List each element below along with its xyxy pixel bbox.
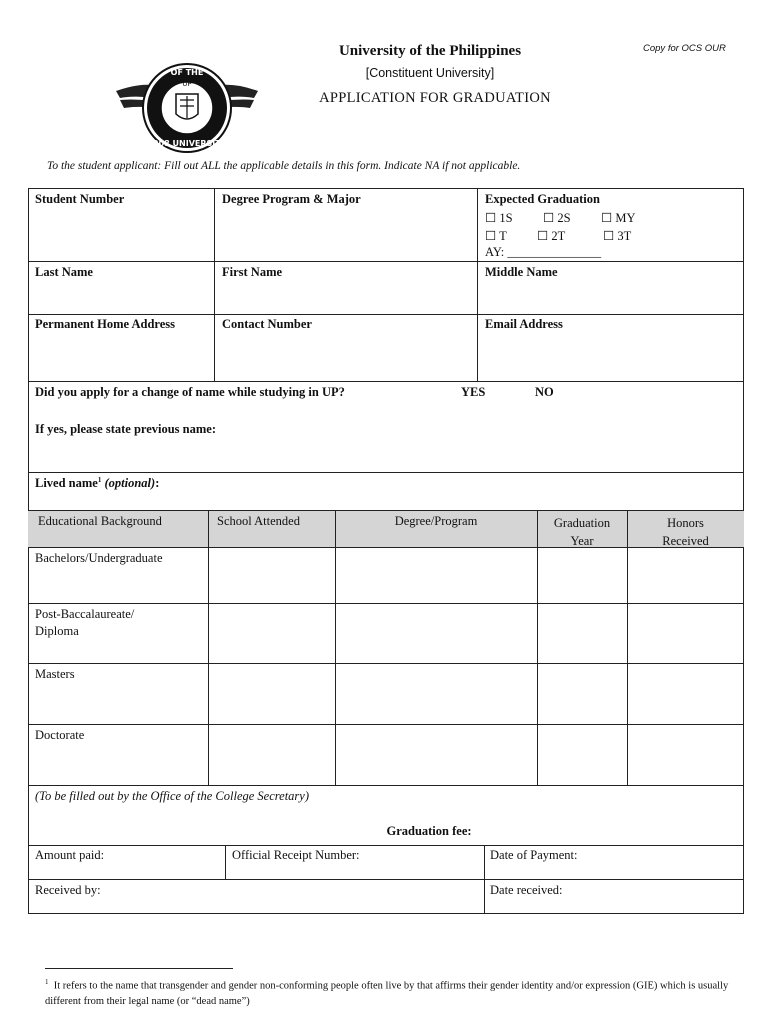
header-honors-received: Honors Received xyxy=(662,516,709,548)
home-address-field[interactable]: Permanent Home Address xyxy=(35,317,176,331)
official-receipt-field[interactable]: Official Receipt Number: xyxy=(232,848,360,862)
optional-label: (optional) xyxy=(104,476,156,491)
date-received-field[interactable]: Date received: xyxy=(490,883,563,897)
col-divider xyxy=(627,510,628,785)
lived-name-field[interactable] xyxy=(35,476,159,491)
student-number-field[interactable]: Student Number xyxy=(35,192,125,206)
row-divider xyxy=(28,785,744,786)
row-divider xyxy=(28,510,744,511)
date-of-payment-field[interactable]: Date of Payment: xyxy=(490,848,578,862)
copy-note: Copy for OCS OUR xyxy=(643,43,726,54)
checkbox-my[interactable]: ☐ MY xyxy=(601,211,636,225)
header-degree-program: Degree/Program xyxy=(394,514,478,528)
checkbox-1s[interactable]: ☐ 1S xyxy=(485,211,513,225)
received-by-field[interactable]: Received by: xyxy=(35,883,101,897)
row-divider xyxy=(28,724,744,725)
row-divider xyxy=(28,663,744,664)
footnote-divider xyxy=(45,968,233,969)
academic-year-field[interactable]: AY: _______________ xyxy=(485,245,602,259)
row-divider xyxy=(28,845,744,846)
seal-monogram: UP xyxy=(182,80,192,88)
university-seal-logo xyxy=(112,58,262,153)
last-name-field[interactable]: Last Name xyxy=(35,265,93,279)
degree-program-field[interactable]: Degree Program & Major xyxy=(222,192,361,206)
col-divider xyxy=(225,845,226,879)
checkbox-t[interactable]: ☐ T xyxy=(485,229,507,243)
footnote-mark: 1 xyxy=(45,978,49,986)
footnote-text: It refers to the name that transgender and gender non-conforming people often live by that affirms their gender identity and/or expression (GIE) which is usually different from their legal name (or “dead name”) xyxy=(45,980,729,1007)
header-school-attended: School Attended xyxy=(217,514,300,528)
footnote xyxy=(45,975,735,1009)
contact-number-field[interactable]: Contact Number xyxy=(222,317,312,331)
col-divider xyxy=(214,188,215,381)
row-divider xyxy=(28,472,744,473)
previous-name-field[interactable]: If yes, please state previous name: xyxy=(35,422,216,436)
email-address-field[interactable]: Email Address xyxy=(485,317,563,331)
constituent-university: [Constituent University] xyxy=(365,66,495,80)
row-divider xyxy=(28,314,744,315)
seal-text-bottom: 1908 UNIVERSITY xyxy=(147,139,227,148)
header-educational-background: Educational Background xyxy=(38,514,162,528)
checkbox-2s[interactable]: ☐ 2S xyxy=(543,211,571,225)
row-doctorate: Doctorate xyxy=(35,728,85,742)
form-title: APPLICATION FOR GRADUATION xyxy=(319,90,551,106)
col-divider xyxy=(335,510,336,785)
row-divider xyxy=(28,261,744,262)
no-option[interactable]: NO xyxy=(535,385,554,399)
office-note: (To be filled out by the Office of the College Secretary) xyxy=(35,789,310,803)
footnote-ref: 1 xyxy=(97,476,102,484)
row-masters: Masters xyxy=(35,667,75,681)
lived-name-label: Lived name xyxy=(35,476,98,491)
checkbox-2t[interactable]: ☐ 2T xyxy=(537,229,566,243)
seal-text-top: OF THE xyxy=(170,68,204,77)
row-bachelors: Bachelors/Undergraduate xyxy=(35,551,163,565)
instructions: To the student applicant: Fill out ALL the applicable details in this form. Indicate NA if not applicable. xyxy=(47,160,521,172)
first-name-field[interactable]: First Name xyxy=(222,265,283,279)
middle-name-field[interactable]: Middle Name xyxy=(485,265,558,279)
col-divider xyxy=(208,510,209,785)
row-divider xyxy=(28,603,744,604)
graduation-fee-label: Graduation fee: xyxy=(386,824,472,838)
yes-option[interactable]: YES xyxy=(461,385,486,399)
header-graduation-year: Graduation Year xyxy=(553,516,611,548)
colon: : xyxy=(155,476,160,491)
col-divider xyxy=(484,845,485,914)
university-title: University of the Philippines xyxy=(338,43,522,59)
amount-paid-field[interactable]: Amount paid: xyxy=(35,848,105,862)
expected-graduation-label: Expected Graduation xyxy=(485,192,600,206)
row-divider xyxy=(28,879,744,880)
row-divider xyxy=(28,381,744,382)
checkbox-3t[interactable]: ☐ 3T xyxy=(603,229,632,243)
col-divider xyxy=(537,510,538,785)
row-post-baccalaureate: Post-Baccalaureate/ Diploma xyxy=(35,607,135,638)
col-divider xyxy=(477,188,478,381)
change-name-question: Did you apply for a change of name while studying in UP? xyxy=(35,385,345,399)
